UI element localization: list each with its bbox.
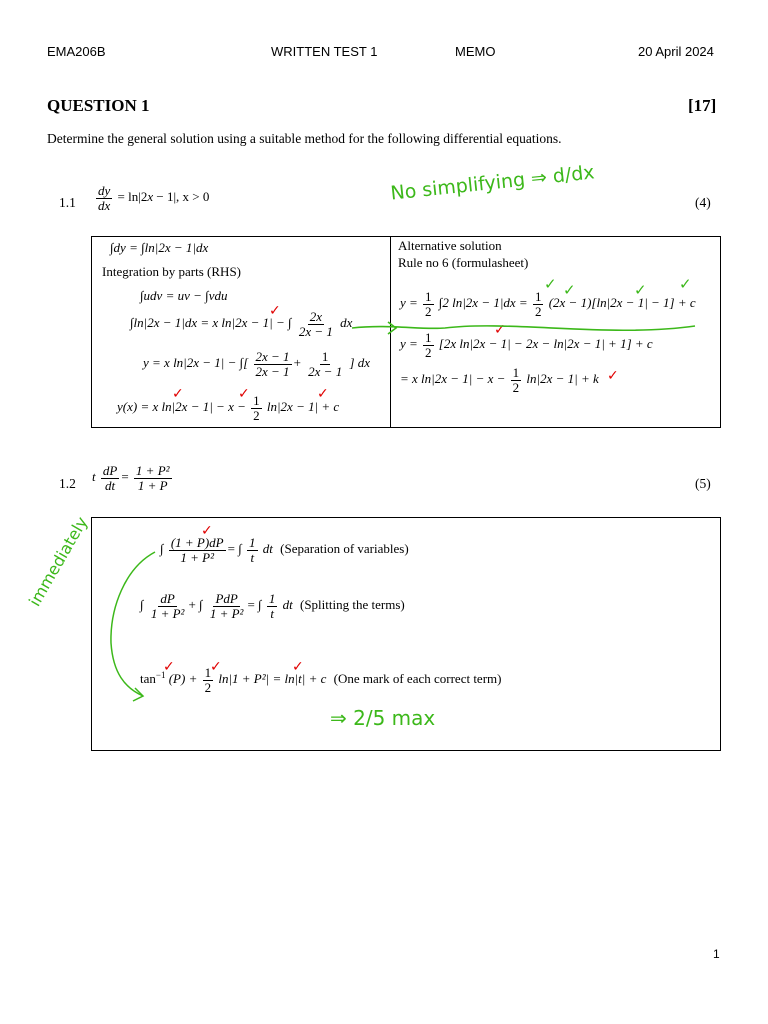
q11-left-line1: ∫dy = ∫ln|2x − 1|dx bbox=[110, 240, 209, 255]
mark-tick: ✓ bbox=[172, 386, 184, 402]
mark-tick: ✓ bbox=[201, 523, 213, 539]
q12-marks: (5) bbox=[695, 476, 711, 491]
test-name: WRITTEN TEST 1 bbox=[271, 44, 378, 59]
q11-left-line5: y = x ln|2x − 1| − ∫[ $\frac{2x - 1}{2x - 1}$ + $\frac{1}{2x - 1}$ ] dx bbox=[143, 349, 371, 379]
q11-left-line3: ∫udv = uv − ∫vdu bbox=[140, 288, 228, 303]
mark-tick: ✓ bbox=[269, 303, 281, 319]
question-title: QUESTION 1 bbox=[47, 96, 150, 115]
q11-number: 1.1 bbox=[59, 195, 76, 210]
handwritten-note-no-simplifying: No simplifying ⇒ d/dx bbox=[389, 161, 596, 205]
handwritten-note-immediately: immediately bbox=[25, 513, 92, 610]
document-type: MEMO bbox=[455, 44, 496, 59]
mark-tick: ✓ bbox=[317, 386, 329, 402]
green-tick: ✓ bbox=[563, 281, 576, 299]
q11-left-line4: ∫ln|2x − 1|dx = x ln|2x − 1| − ∫ $\frac{2x}{2x - 1}$ dx bbox=[130, 309, 353, 339]
green-tick: ✓ bbox=[634, 281, 647, 299]
q12-line1: ∫ $\frac{(1 + P)dP}{\text{1 + P²}}$ = ∫ $\frac{1}{t}$ dt (Separation of variables) bbox=[160, 535, 409, 565]
green-tick: ✓ bbox=[544, 275, 557, 293]
green-bracket-arrow bbox=[105, 548, 165, 708]
handwritten-note-max: ⇒ 2/5 max bbox=[330, 706, 436, 730]
question-instruction: Determine the general solution using a suitable method for the following differential equations. bbox=[47, 131, 562, 146]
page-number: 1 bbox=[713, 947, 720, 961]
q11-right-title: Alternative solution bbox=[398, 238, 502, 253]
q11-right-line3: = x ln|2x − 1| − x − $\frac{1}{2}$ ln|2x − 1| + k bbox=[400, 365, 599, 395]
question-marks: [17] bbox=[688, 96, 717, 115]
q12-line3: $\tan^{-1} (P)$ + $\frac{1}{2}$ ln|1 + P²| = ln|t| + c (One mark of each correct term) bbox=[140, 665, 502, 695]
mark-tick: ✓ bbox=[163, 659, 175, 675]
mark-tick: ✓ bbox=[292, 659, 304, 675]
q11-marks: (4) bbox=[695, 195, 711, 210]
q12-equation: t $\frac{dP}{dt}$ = $\frac{\text{1 + P²}}{1 + P}$ bbox=[92, 463, 170, 493]
q11-right-line1: y = $\frac{1}{2}$ ∫2 ln|2x − 1|dx = $\frac{1}{2}$ (2x − 1)[ln|2x − 1| − 1] + c bbox=[400, 289, 696, 319]
course-code: EMA206B bbox=[47, 44, 106, 59]
q11-condition: , x > 0 bbox=[176, 189, 210, 205]
q12-line2: ∫ $\frac{dP}{\text{1 + P²}}$ + ∫ $\frac{\text{PdP}}{\text{1 + P²}}$ = ∫ $\frac{1}{t}$ dt (Splitting the terms) bbox=[140, 591, 405, 621]
mark-tick: ✓ bbox=[238, 386, 250, 402]
q11-equation: $\frac{dy}{dx}$ = ln|2x − 1|, x > 0 bbox=[98, 183, 210, 213]
q11-right-rule: Rule no 6 (formulasheet) bbox=[398, 255, 529, 270]
q11-left-line6: y(x) = x ln|2x − 1| − x − $\frac{1}{2}$ ln|2x − 1| + c bbox=[117, 393, 340, 423]
mark-tick: ✓ bbox=[607, 368, 619, 384]
q11-right-line2: y = $\frac{1}{2}$ [2x ln|2x − 1| − 2x − ln|2x − 1| + 1] + c bbox=[400, 330, 653, 360]
test-date: 20 April 2024 bbox=[638, 44, 714, 59]
green-arrow-line bbox=[350, 318, 700, 340]
q11-left-line2: Integration by parts (RHS) bbox=[102, 264, 242, 279]
mark-tick: ✓ bbox=[494, 322, 506, 338]
q12-number: 1.2 bbox=[59, 476, 76, 491]
mark-tick: ✓ bbox=[210, 659, 222, 675]
green-tick: ✓ bbox=[679, 275, 692, 293]
